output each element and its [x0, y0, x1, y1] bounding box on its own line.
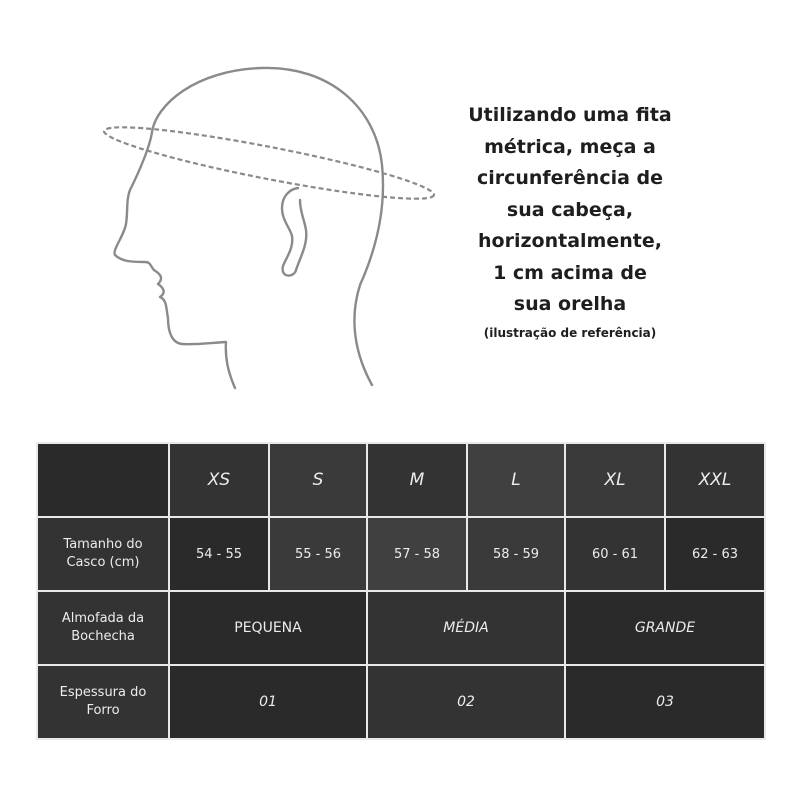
size-header-cell: S	[269, 443, 367, 517]
size-header-cell: XS	[169, 443, 269, 517]
row-label: Espessura do Forro	[37, 665, 169, 739]
cheek-pad-row	[37, 591, 765, 665]
head-size-cell: 58 - 59	[467, 517, 565, 591]
liner-thickness-cell: 03	[565, 665, 765, 739]
head-size-cell: 60 - 61	[565, 517, 665, 591]
corner-cell	[37, 443, 169, 517]
head-profile-outline	[115, 68, 383, 388]
size-header-cell: XXL	[665, 443, 765, 517]
reference-illustration-note: (ilustração de referência)	[483, 325, 657, 340]
size-header-cell: M	[367, 443, 467, 517]
head-size-cell: 62 - 63	[665, 517, 765, 591]
instruction-line: sua cabeça,	[506, 198, 634, 221]
head-size-cell: 55 - 56	[269, 517, 367, 591]
ear-outline	[282, 188, 306, 276]
head-measurement-illustration	[90, 55, 450, 400]
instruction-line: sua orelha	[513, 293, 627, 315]
liner-thickness-row	[37, 665, 765, 739]
head-size-row	[37, 517, 765, 591]
cheek-pad-cell: PEQUENA	[169, 591, 367, 665]
instruction-line: 1 cm acima de	[493, 261, 647, 284]
cheek-pad-cell: GRANDE	[565, 591, 765, 665]
liner-thickness-cell: 01	[169, 665, 367, 739]
head-size-cell: 57 - 58	[367, 517, 467, 591]
cheek-pad-cell: MÉDIA	[367, 591, 565, 665]
instruction-line: horizontalmente,	[478, 230, 662, 252]
row-label: Almofada da Bochecha	[37, 591, 169, 665]
instruction-line: métrica, meça a	[484, 135, 656, 158]
size-header-cell: L	[467, 443, 565, 517]
measurement-instructions	[455, 100, 685, 343]
liner-thickness-cell: 02	[367, 665, 565, 739]
instruction-line: Utilizando uma fita	[468, 104, 672, 126]
size-chart-table	[36, 442, 766, 740]
row-label: Tamanho do Casco (cm)	[37, 517, 169, 591]
head-size-cell: 54 - 55	[169, 517, 269, 591]
size-header-row	[37, 443, 765, 517]
instruction-line: circunferência de	[476, 167, 664, 189]
size-header-cell: XL	[565, 443, 665, 517]
